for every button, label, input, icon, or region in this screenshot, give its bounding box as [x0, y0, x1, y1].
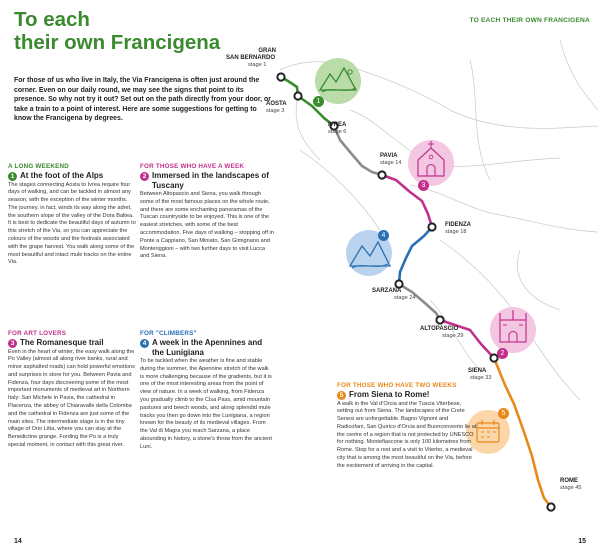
section-heading [8, 171, 136, 181]
section-heading-text: Immersed in the landscapes of Tuscany [152, 171, 269, 190]
running-head: TO EACH THEIR OWN FRANCIGENA [469, 17, 590, 24]
stage-label-gran-san-bernardo [248, 48, 276, 55]
title-line-1: To each [14, 8, 90, 31]
stage-marker-gran-san-bernardo [277, 73, 284, 80]
section-kicker: FOR "CLIMBERS" [140, 330, 197, 337]
stage-marker-altopascio [436, 316, 443, 323]
stage-label-rome [560, 478, 581, 492]
stage-marker-sarzana [395, 280, 402, 287]
stage-marker-rome [547, 503, 554, 510]
map-badge-3: 3 [418, 180, 429, 191]
section-heading-text: The Romanesque trail [20, 338, 104, 347]
section-body: Between Altopascio and Siena, you walk through some of the most famous places on the whole route, and there are some enchanting panoramas of the Tuscan countryside to be enjoyed. This is one of the easiest stretches, with some of the best accommodation. Five days of walking – stopping off in Ponte a Cappiano, San Miniato, San Gimignano and Monteriggioni – with two further days to visit Lucca and Siena. [140, 191, 274, 260]
stage-label-sarzana [372, 288, 415, 302]
section-body: Even in the heart of winter, the easy walk along the Po Valley (almost all along river banks, rural and minor asphalted roads) can hold powerful emotions and surprises in store for you. Between Pavia and Fidenza, four days discovering some of the most important monuments of medieval art in Northern Italy: San Michele in Pavia, the cathedral in Piacenza, the abbey of Chiaravalle della Colomba and the cathedral in Fidenza are just some of the main sites. The intermediate stage is in the tiny village of Orio Litta, where you can stay at the Benedictine grange. Fording the Po is a truly special moment, in contact with this great river. [8, 348, 135, 449]
section-heading-text: At the foot of the Alps [20, 171, 104, 180]
section-heading [140, 338, 274, 357]
stage-label-siena [468, 368, 491, 382]
section-body: The stages connecting Aosta to Ivrea require four days of walking, and can be tackled in almost any season, with the exception of the winter months. The journey, in fact, winds its way along the adret, the southern slope of the valley of the Dora Baltea. It is best to dedicate the beautiful days of autumn to this stretch of the Via, so you can appreciate the colours of the woods and the festivals associated with the grape harvest. You walk along some of the most beautiful and intact mule tracks on the entire Via. [8, 181, 136, 266]
map-badge-2: 2 [497, 348, 508, 359]
page-title [14, 8, 274, 54]
stage-number: stage 6 [328, 128, 347, 135]
map-badge-1: 1 [313, 96, 324, 107]
church-icon [408, 140, 454, 186]
stage-number: stage 3 [266, 107, 285, 114]
section-kicker: FOR THOSE WHO HAVE A WEEK [140, 163, 245, 170]
stage-marker-pavia [378, 171, 385, 178]
section-art-lovers [8, 330, 136, 450]
section-one-week [140, 163, 274, 261]
section-number-badge: 4 [140, 339, 149, 348]
section-number-badge: 2 [140, 172, 149, 181]
section-climbers [140, 330, 274, 452]
page-number-right: 15 [578, 538, 586, 545]
section-kicker: FOR ART LOVERS [8, 330, 67, 337]
stage-number: stage 33 [470, 374, 492, 381]
intro-paragraph: For those of us who live in Italy, the Via Francigena is often just around the corner. Even on our daily round, we may see the signs that point to its presence. So why not try it out? Set out on the path directly from your door, or take a train to a point of interest. Here are some suggestions for getting to know the Francigena by degrees. [14, 77, 271, 123]
stage-label-gran-san-bernardo-2 [226, 55, 276, 69]
section-number-badge: 5 [337, 391, 346, 400]
section-heading [337, 390, 477, 400]
section-long-weekend [8, 163, 136, 267]
route-segment-apennines [399, 227, 432, 284]
section-kicker: A LONG WEEKEND [8, 163, 69, 170]
stage-name: SIENA [468, 368, 487, 374]
stage-name: ALTOPASCIO [420, 326, 459, 332]
section-number-badge: 1 [8, 172, 17, 181]
section-two-weeks [337, 382, 477, 471]
section-heading-text: From Siena to Rome! [349, 390, 430, 399]
stage-name-line2: SAN BERNARDO [226, 55, 276, 61]
map-badge-5: 5 [498, 408, 509, 419]
stage-label-ivrea [328, 122, 346, 136]
stage-marker-aosta [294, 92, 301, 99]
section-heading [8, 338, 136, 348]
cathedral-icon [490, 307, 536, 353]
stage-label-fidenza [445, 222, 471, 236]
map-badge-4: 4 [378, 230, 389, 241]
section-heading [140, 171, 274, 190]
stage-name: AOSTA [266, 101, 287, 107]
stage-number: stage 14 [380, 159, 402, 166]
stage-name: PAVIA [380, 153, 398, 159]
stage-name: SARZANA [372, 288, 402, 294]
section-kicker: FOR THOSE WHO HAVE TWO WEEKS [337, 382, 457, 389]
stage-label-aosta [266, 101, 287, 115]
page-number-left: 14 [14, 538, 22, 545]
stage-marker-fidenza [428, 223, 435, 230]
stage-name: ROME [560, 478, 578, 484]
section-heading-text: A week in the Apennines and the Lunigiana [152, 338, 263, 357]
section-number-badge: 3 [8, 339, 17, 348]
section-body: A walk in the Val d'Orcia and the Tuscia Viterbese, setting out from Siena. The landscapes of the Crete Senesi are unforgettable. Bagno Vignoni and Radicofani, San Quirico d'Orcia and Buonconvento lie at the centre of a region that is not protected by UNESCO for nothing. Montefiascone is only 100 kilometres from Rome. Stop for a rest and a visit to Viterbo, a medieval city that is among the most beautiful on the Via, before the excitement of arriving in the capital. [337, 400, 477, 469]
stage-label-pavia [380, 153, 401, 167]
stage-name-line1: GRAN [258, 48, 276, 54]
stage-name: FIDENZA [445, 222, 471, 228]
stage-number: stage 24 [394, 294, 416, 301]
stage-number: stage 18 [445, 228, 467, 235]
stage-label-altopascio [420, 326, 463, 340]
stage-name: IVREA [328, 122, 347, 128]
stage-number: stage 45 [560, 484, 582, 491]
title-line-2: their own Francigena [14, 31, 221, 54]
section-body: To be tackled when the weather is fine and stable during the summer, the Apennine stretch of the walk is more challenging because of the gradients, but it is one of the most interesting areas from the point of view of nature. In a week of walking, from Fidenza you gradually climb to the Cisa Pass, amid mountain pastures and beech woods, and along splendid mule tracks you then go down into the Lunigiana, a region known for the beauty of its medieval villages. From the Val di Magra you reach Sarzana, a place abounding in history, a stone's throw from the ancient Luni. [140, 358, 272, 450]
stage-number: stage 29 [442, 332, 464, 339]
stage-number: stage 1 [248, 61, 267, 68]
